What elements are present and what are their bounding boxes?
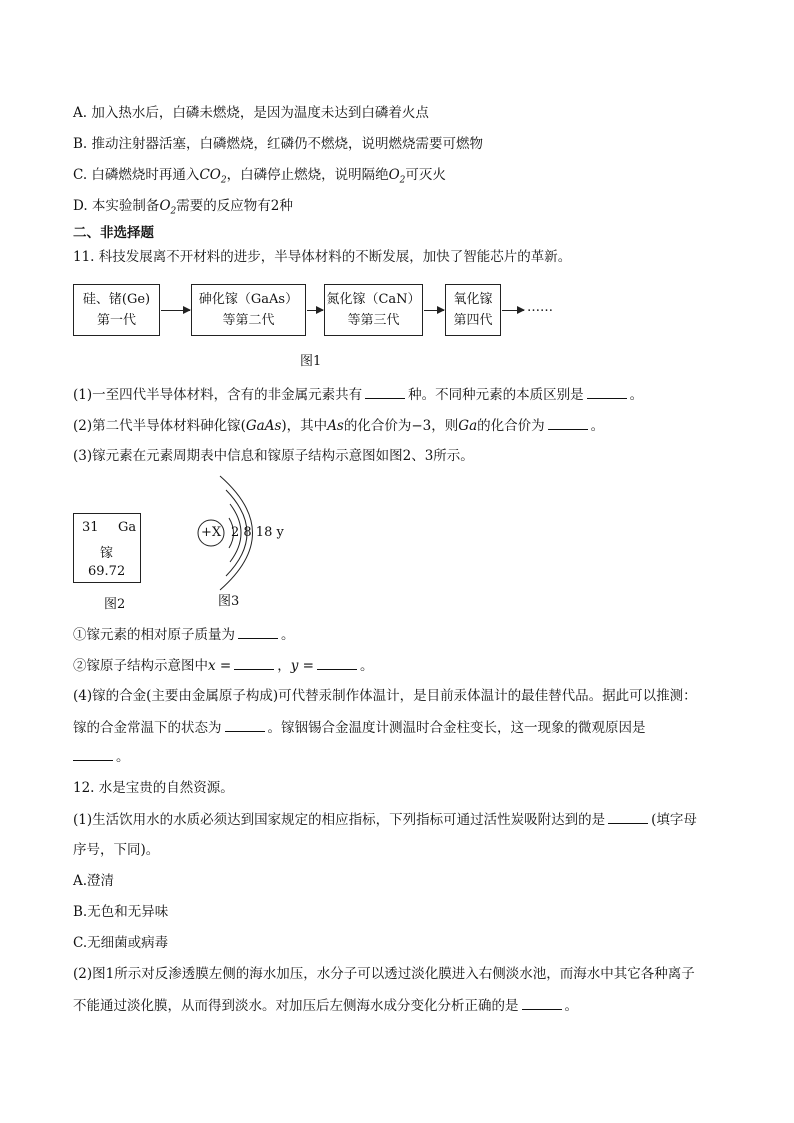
co2-formula: $CO_2$ xyxy=(199,167,227,186)
figure-2-caption: 图2 xyxy=(104,597,126,612)
element-name: 镓 xyxy=(100,546,114,561)
answer-blank[interactable] xyxy=(365,385,405,399)
flow-ellipsis: …… xyxy=(527,300,553,315)
atomic-number: 31 xyxy=(82,520,99,535)
option-b: B. 推动注射器活塞，白磷燃烧，红磷仍不燃烧，说明燃烧需要可燃物 xyxy=(73,136,484,152)
q12-option-c: C.无细菌或病毒 xyxy=(73,935,169,951)
answer-blank[interactable] xyxy=(548,416,588,430)
option-d-text: D. 本实验制备 xyxy=(73,198,160,214)
q11-part4-line3: 。 xyxy=(73,747,130,766)
q11-part2: (2)第二代半导体材料砷化镓(GaAs)，其中As的化合价为−3，则Ga的化合价为 。 xyxy=(73,418,605,434)
figure-1-caption: 图1 xyxy=(300,354,322,369)
section-title: 二、非选择题 xyxy=(73,225,154,241)
option-d xyxy=(73,197,293,221)
q12-part1-line2: 序号，下同)。 xyxy=(73,842,160,858)
answer-blank[interactable] xyxy=(238,625,278,639)
atomic-mass: 69.72 xyxy=(88,564,126,579)
q12-part2-line1: (2)图1所示对反渗透膜左侧的海水加压，水分子可以透过淡化膜进入右侧淡水池，而海水中其它各种离子 xyxy=(73,966,695,982)
answer-blank[interactable] xyxy=(522,996,562,1010)
answer-blank[interactable] xyxy=(608,810,648,824)
shell-electrons: 2 8 18 y xyxy=(231,525,284,540)
q12-part2-line2: 不能通过淡化膜，从而得到淡水。对加压后左侧海水成分变化分析正确的是 。 xyxy=(73,998,578,1014)
nucleus-label: +X xyxy=(201,525,222,540)
answer-blank[interactable] xyxy=(587,385,627,399)
q11-sub1: ①镓元素的相对原子质量为 。 xyxy=(73,627,295,643)
answer-blank-x[interactable] xyxy=(234,656,274,670)
arrow-icon xyxy=(424,310,444,311)
q11-stem: 11. 科技发展离不开材料的进步，半导体材料的不断发展，加快了智能芯片的革新。 xyxy=(73,249,572,265)
q11-part4-line1: (4)镓的合金(主要由金属原子构成)可代替汞制作体温计，是目前汞体温计的最佳替代品。据此可以推测： xyxy=(73,688,697,704)
flow-box-gen3: 氮化镓（CaN） 等第三代 xyxy=(324,284,423,336)
ga-symbol: Ga xyxy=(458,418,478,434)
arrow-icon xyxy=(502,310,524,311)
option-d-text-end: 需要的反应物有2种 xyxy=(176,198,293,214)
gaas-formula: GaAs xyxy=(245,418,282,434)
option-c xyxy=(73,166,446,190)
option-a: A. 加入热水后，白磷未燃烧，是因为温度未达到白磷着火点 xyxy=(73,105,429,121)
answer-blank[interactable] xyxy=(73,747,113,761)
flow-box-gen1: 硅、锗(Ge) 第一代 xyxy=(73,284,160,336)
q11-part3: (3)镓元素在元素周期表中信息和镓原子结构示意图如图2、3所示。 xyxy=(73,448,474,464)
q12-option-b: B.无色和无异味 xyxy=(73,904,169,920)
o2-formula: $O_2$ xyxy=(159,198,177,217)
figure-2-element-tile xyxy=(73,513,141,583)
arrow-icon xyxy=(161,310,190,311)
option-c-text-end: 可灭火 xyxy=(405,167,446,183)
flow-box-gen4: 氧化镓 第四代 xyxy=(445,284,501,336)
option-c-text-mid: ，白磷停止燃烧，说明隔绝 xyxy=(226,167,389,183)
q11-sub2: ②镓原子结构示意图中x = ，y = 。 xyxy=(73,658,374,674)
q12-stem: 12. 水是宝贵的自然资源。 xyxy=(73,780,234,796)
answer-blank[interactable] xyxy=(225,718,265,732)
figure-3-caption: 图3 xyxy=(218,594,240,609)
q12-part1-line1: (1)生活饮用水的水质必须达到国家规定的相应指标，下列指标可通过活性炭吸附达到的是 (填字母 xyxy=(73,812,697,828)
q11-part1: (1)一至四代半导体材料，含有的非金属元素共有 种。不同种元素的本质区别是 。 xyxy=(73,387,644,403)
option-c-text: C. 白磷燃烧时再通入 xyxy=(73,167,200,183)
o2-formula: $O_2$ xyxy=(388,167,406,186)
element-symbol: Ga xyxy=(118,520,137,535)
answer-blank-y[interactable] xyxy=(317,656,357,670)
arrow-icon xyxy=(307,310,323,311)
flow-box-gen2: 砷化镓（GaAs） 等第二代 xyxy=(191,284,306,336)
as-symbol: As xyxy=(327,418,344,434)
q11-part4-line2: 镓的合金常温下的状态为 。镓铟锡合金温度计测温时合金柱变长，这一现象的微观原因是 xyxy=(73,720,646,736)
q12-option-a: A.澄清 xyxy=(73,873,115,889)
